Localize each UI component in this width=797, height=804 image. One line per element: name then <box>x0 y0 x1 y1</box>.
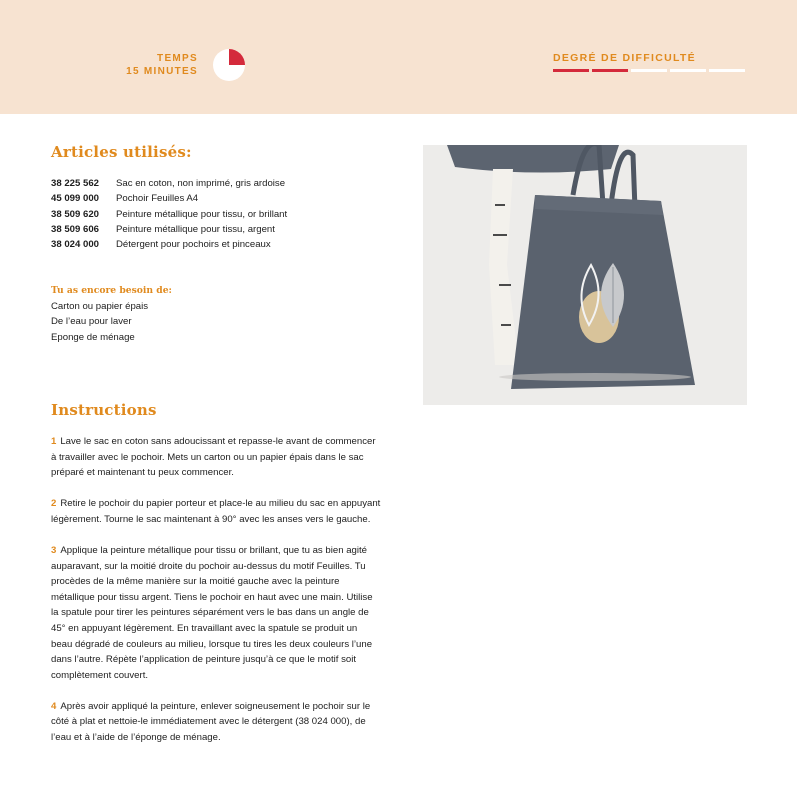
article-row <box>51 176 287 191</box>
step-number: 3 <box>51 544 57 556</box>
clock-pie-slice <box>229 49 245 65</box>
article-description: Sac en coton, non imprimé, gris ardoise <box>116 178 286 189</box>
instruction-step <box>51 543 381 683</box>
article-code: 45 099 000 <box>51 193 100 205</box>
article-description: Peinture métallique pour tissu, or brillant <box>116 208 288 220</box>
need-item: De l’eau pour laver <box>51 316 132 328</box>
article-row <box>51 222 287 237</box>
step-text: Après avoir appliqué la peinture, enlever soigneusement le pochoir sur le côté à plat et nettoie-le immédiatement avec le détergent (38 024 000), de l’eau et à l’aide de l’éponge de ménage. <box>51 700 371 743</box>
difficulty-bar <box>553 69 589 72</box>
article-description: Détergent pour pochoirs et pinceaux <box>116 239 271 251</box>
time-value: 15 MINUTES <box>126 66 198 77</box>
need-section <box>51 283 172 345</box>
instructions-title: Instructions <box>51 401 157 419</box>
article-row <box>51 191 287 206</box>
article-description: Peinture métallique pour tissu, argent <box>116 223 275 235</box>
difficulty-bar <box>709 69 745 72</box>
difficulty-bar <box>670 69 706 72</box>
clock-pie-icon <box>212 48 246 82</box>
article-code: 38 509 620 <box>51 208 100 220</box>
step-text: Lave le sac en coton sans adoucissant et repasse-le avant de commencer à travailler avec le pochoir. Mets un carton ou un papier épais dans le sac préparé et maintenant tu peux commencer. <box>51 436 376 479</box>
article-description: Pochoir Feuilles A4 <box>116 193 199 205</box>
step-number: 4 <box>51 700 57 712</box>
instruction-steps <box>51 434 381 761</box>
step-text: Applique la peinture métallique pour tissu or brillant, que tu as bien agité auparavant, sur la moitié droite du pochoir au-dessus du motif Feuilles. Tu procèdes de la même manière sur la moitié gauche avec la peinture métallique pour tissu argent. Tiens le pochoir en haut avec une main. Utilise la spatule pour tirer les peintures séparément vers le bas dans un angle de 45° en appuyant légèrement. En travaillant avec la spatule se produit un beau dégradé de couleurs au milieu, lorsque tu tires les deux couleurs l’une dans l’autre. Répète l’application de peinture jusqu’à ce que le motif soit complètement couvert. <box>51 544 373 681</box>
step-text: Retire le pochoir du papier porteur et place-le au milieu du sac en appuyant légèrement. Tourne le sac maintenant à 90° avec les anses vers le gauche. <box>51 498 381 525</box>
difficulty-bars <box>553 69 747 72</box>
step-number: 2 <box>51 498 57 510</box>
need-title: Tu as encore besoin de: <box>51 285 172 296</box>
difficulty-meter <box>553 52 747 72</box>
articles-list <box>51 176 287 252</box>
instruction-step <box>51 699 381 746</box>
difficulty-bar <box>592 69 628 72</box>
articles-title: Articles utilisés: <box>51 143 192 161</box>
article-code: 38 024 000 <box>51 239 100 251</box>
need-item: Eponge de ménage <box>51 331 135 343</box>
time-label: TEMPS <box>157 53 198 64</box>
article-row <box>51 207 287 222</box>
instruction-step <box>51 434 381 481</box>
need-item: Carton ou papier épais <box>51 300 149 312</box>
step-number: 1 <box>51 436 57 447</box>
need-list <box>51 299 172 346</box>
instruction-step <box>51 496 381 527</box>
difficulty-bar <box>631 69 667 72</box>
article-code: 38 509 606 <box>51 223 100 235</box>
tote-bag-photo <box>423 145 747 405</box>
article-row <box>51 237 287 252</box>
article-code: 38 225 562 <box>51 178 100 189</box>
difficulty-label: DEGRÉ DE DIFFICULTÉ <box>553 52 696 64</box>
time-info <box>96 52 198 78</box>
